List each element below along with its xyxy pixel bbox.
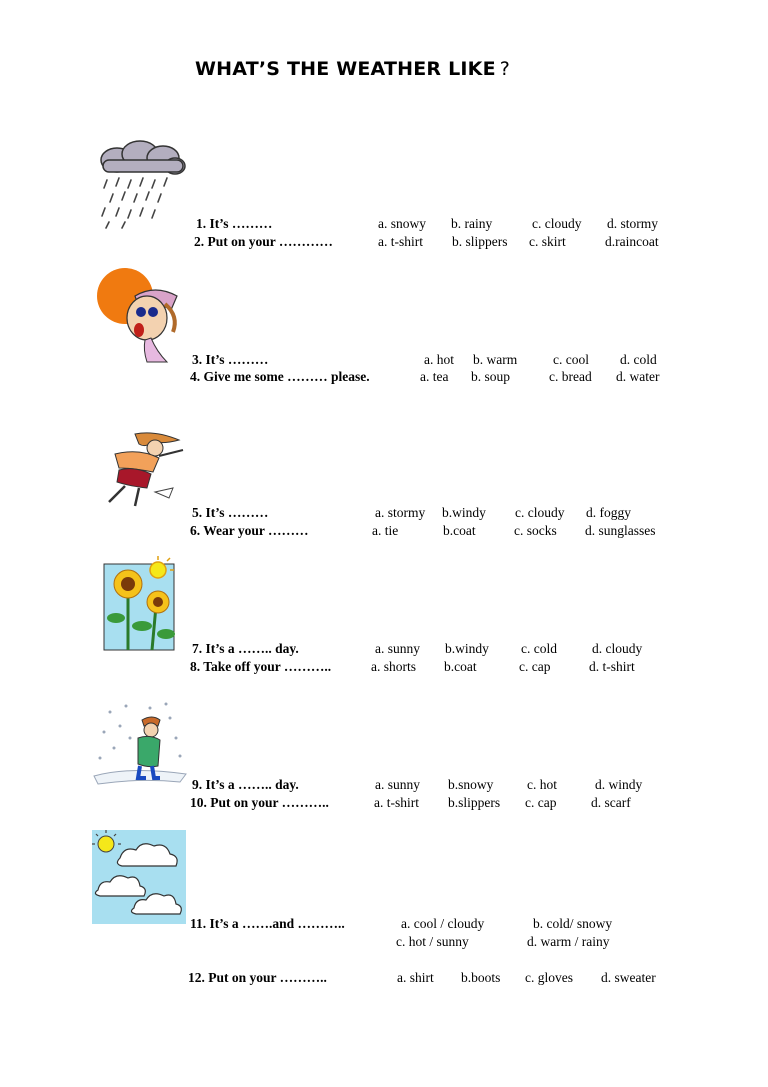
q1-option-c: c. cloudy [532,216,582,231]
q2-option-b: b. slippers [452,234,508,249]
question-3: 3. It’s ……… [192,352,269,367]
q12-option-d: d. sweater [601,970,656,985]
q2-option-a: a. t-shirt [378,234,423,249]
q12-option-c: c. gloves [525,970,573,985]
q12-option-b: b.boots [461,970,501,985]
q4-option-d: d. water [616,369,660,384]
sun-clouds-icon [90,828,188,926]
q8-option-b: b.coat [444,659,477,674]
q11-option-a: a. cool / cloudy [401,916,485,931]
q10-option-b: b.slippers [448,795,501,810]
snowy-child-icon [90,698,190,786]
question-5: 5. It’s ……… [192,505,269,520]
q10-option-d: d. scarf [591,795,631,810]
windy-girl-icon [95,430,195,510]
question-9: 9. It’s a …….. day. [192,777,299,792]
q3-option-b: b. warm [473,352,518,367]
q7-option-d: d. cloudy [592,641,643,656]
q8-option-c: c. cap [519,659,551,674]
q9-option-c: c. hot [527,777,557,792]
q1-option-a: a. snowy [378,216,426,231]
q5-option-d: d. foggy [586,505,631,520]
q12-option-a: a. shirt [397,970,434,985]
title-text: WHAT’S THE WEATHER LIKE [195,58,496,80]
q10-option-a: a. t-shirt [374,795,419,810]
q6-option-b: b.coat [443,523,476,538]
question-1: 1. It’s ……… [196,216,273,231]
q5-option-c: c. cloudy [515,505,565,520]
page-title [195,58,510,80]
q11-option-b: b. cold/ snowy [533,916,613,931]
q3-option-d: d. cold [620,352,657,367]
q2-option-d: d.raincoat [605,234,659,249]
q5-option-a: a. stormy [375,505,426,520]
rain-cloud-icon [95,138,190,233]
q3-option-a: a. hot [424,352,454,367]
q8-option-d: d. t-shirt [589,659,635,674]
q11-option-c: c. hot / sunny [396,934,469,949]
question-10: 10. Put on your ……….. [190,795,329,810]
q11-option-d: d. warm / rainy [527,934,610,949]
q4-option-b: b. soup [471,369,511,384]
q6-option-a: a. tie [372,523,399,538]
q4-option-a: a. tea [420,369,449,384]
q4-option-c: c. bread [549,369,592,384]
q3-option-c: c. cool [553,352,589,367]
question-6: 6. Wear your ……… [190,523,309,538]
q6-option-d: d. sunglasses [585,523,656,538]
question-4: 4. Give me some ……… please. [190,369,370,384]
q10-option-c: c. cap [525,795,557,810]
sunflowers-sun-icon [102,556,178,652]
q9-option-d: d. windy [595,777,643,792]
q1-option-d: d. stormy [607,216,659,231]
question-12: 12. Put on your ……….. [188,970,327,985]
title-question-mark: ? [499,58,511,80]
q7-option-b: b.windy [445,641,489,656]
question-2: 2. Put on your ………… [194,234,333,249]
q1-option-b: b. rainy [451,216,493,231]
q5-option-b: b.windy [442,505,486,520]
q9-option-b: b.snowy [448,777,494,792]
question-8: 8. Take off your ……….. [190,659,332,674]
q7-option-a: a. sunny [375,641,420,656]
q6-option-c: c. socks [514,523,557,538]
q2-option-c: c. skirt [529,234,566,249]
q7-option-c: c. cold [521,641,557,656]
question-7: 7. It’s a …….. day. [192,641,299,656]
q8-option-a: a. shorts [371,659,416,674]
question-11: 11. It’s a …….and ……….. [190,916,345,931]
q9-option-a: a. sunny [375,777,420,792]
hot-sun-woman-icon [95,266,190,366]
